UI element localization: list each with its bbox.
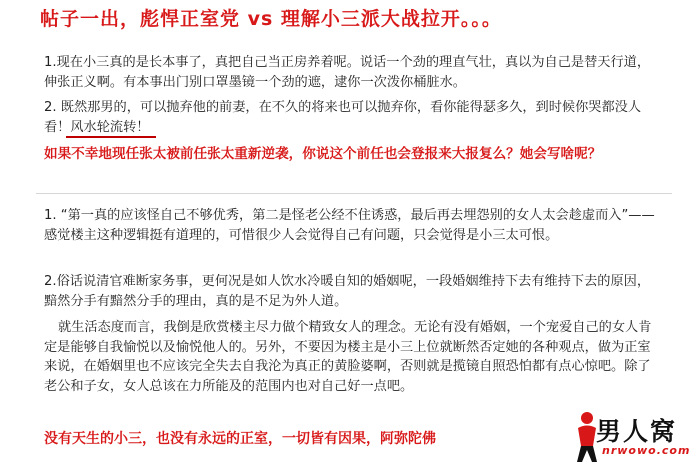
logo-text: 男人窝 (596, 417, 678, 446)
answer-1: 1. “第一真的应该怪自己不够优秀，第二是怪老公经不住诱惑，最后再去埋怨别的女人太会趁虚而入”——感觉楼主这种逻辑挺有道理的，可惜很少人会觉得自己有问题，只会觉得是小三太可恨。 (44, 208, 655, 243)
highlighted-question: 如果不幸地现任张太被前任张太重新逆袭，你说这个前任也会登报来大报复么？她会写啥呢？ (44, 146, 602, 162)
closing-remark: 没有天生的小三，也没有永远的正室，一切皆有因果，阿弥陀佛 (44, 431, 436, 447)
paragraph-2-text: 2. 既然那男的，可以抛弃他的前妻，在不久的将来也可以抛弃你，看你能得瑟多久，到时候你哭都没人看！ (44, 100, 642, 135)
article-title: 帖子一出，彪悍正室党 vs 理解小三派大战拉开。。。 (40, 8, 502, 30)
logo-url: nrwowo.com (602, 444, 691, 457)
underlined-phrase: 风水轮流转！ (70, 119, 150, 135)
answer-2: 2.俗话说清官难断家务事，更何况是如人饮水冷暖自知的婚姻呢，一段婚姻维持下去有维持下去的原因，黯然分手有黯然分手的理由，真的是不足为外人道。 (44, 274, 651, 309)
paragraph-2 (44, 98, 660, 137)
site-logo (566, 406, 694, 468)
section-divider (36, 193, 672, 194)
paragraph-1: 1.现在小三真的是长本事了，真把自己当正房养着呢。说话一个劲的理直气壮，真以为自己是替天行道，伸张正义啊。有本事出门别口罩墨镜一个劲的遮，逮你一次泼你桶脏水。 (44, 55, 651, 90)
answer-3: 就生活态度而言，我倒是欣赏楼主尽力做个精致女人的理念。无论有没有婚姻，一个宠爱自己的女人肯定是能够自我愉悦以及愉悦他人的。另外，不要因为楼主是小三上位就断然否定她的各种观点，做为正室来说，在婚姻里也不应该完全失去自我沦为真正的黄脸婆啊，否则就是揽镜自照恐怕都有点心惊吧。除了老公和子女，女人总该在力所能及的范围内也对自己好一点吧。 (44, 320, 652, 394)
